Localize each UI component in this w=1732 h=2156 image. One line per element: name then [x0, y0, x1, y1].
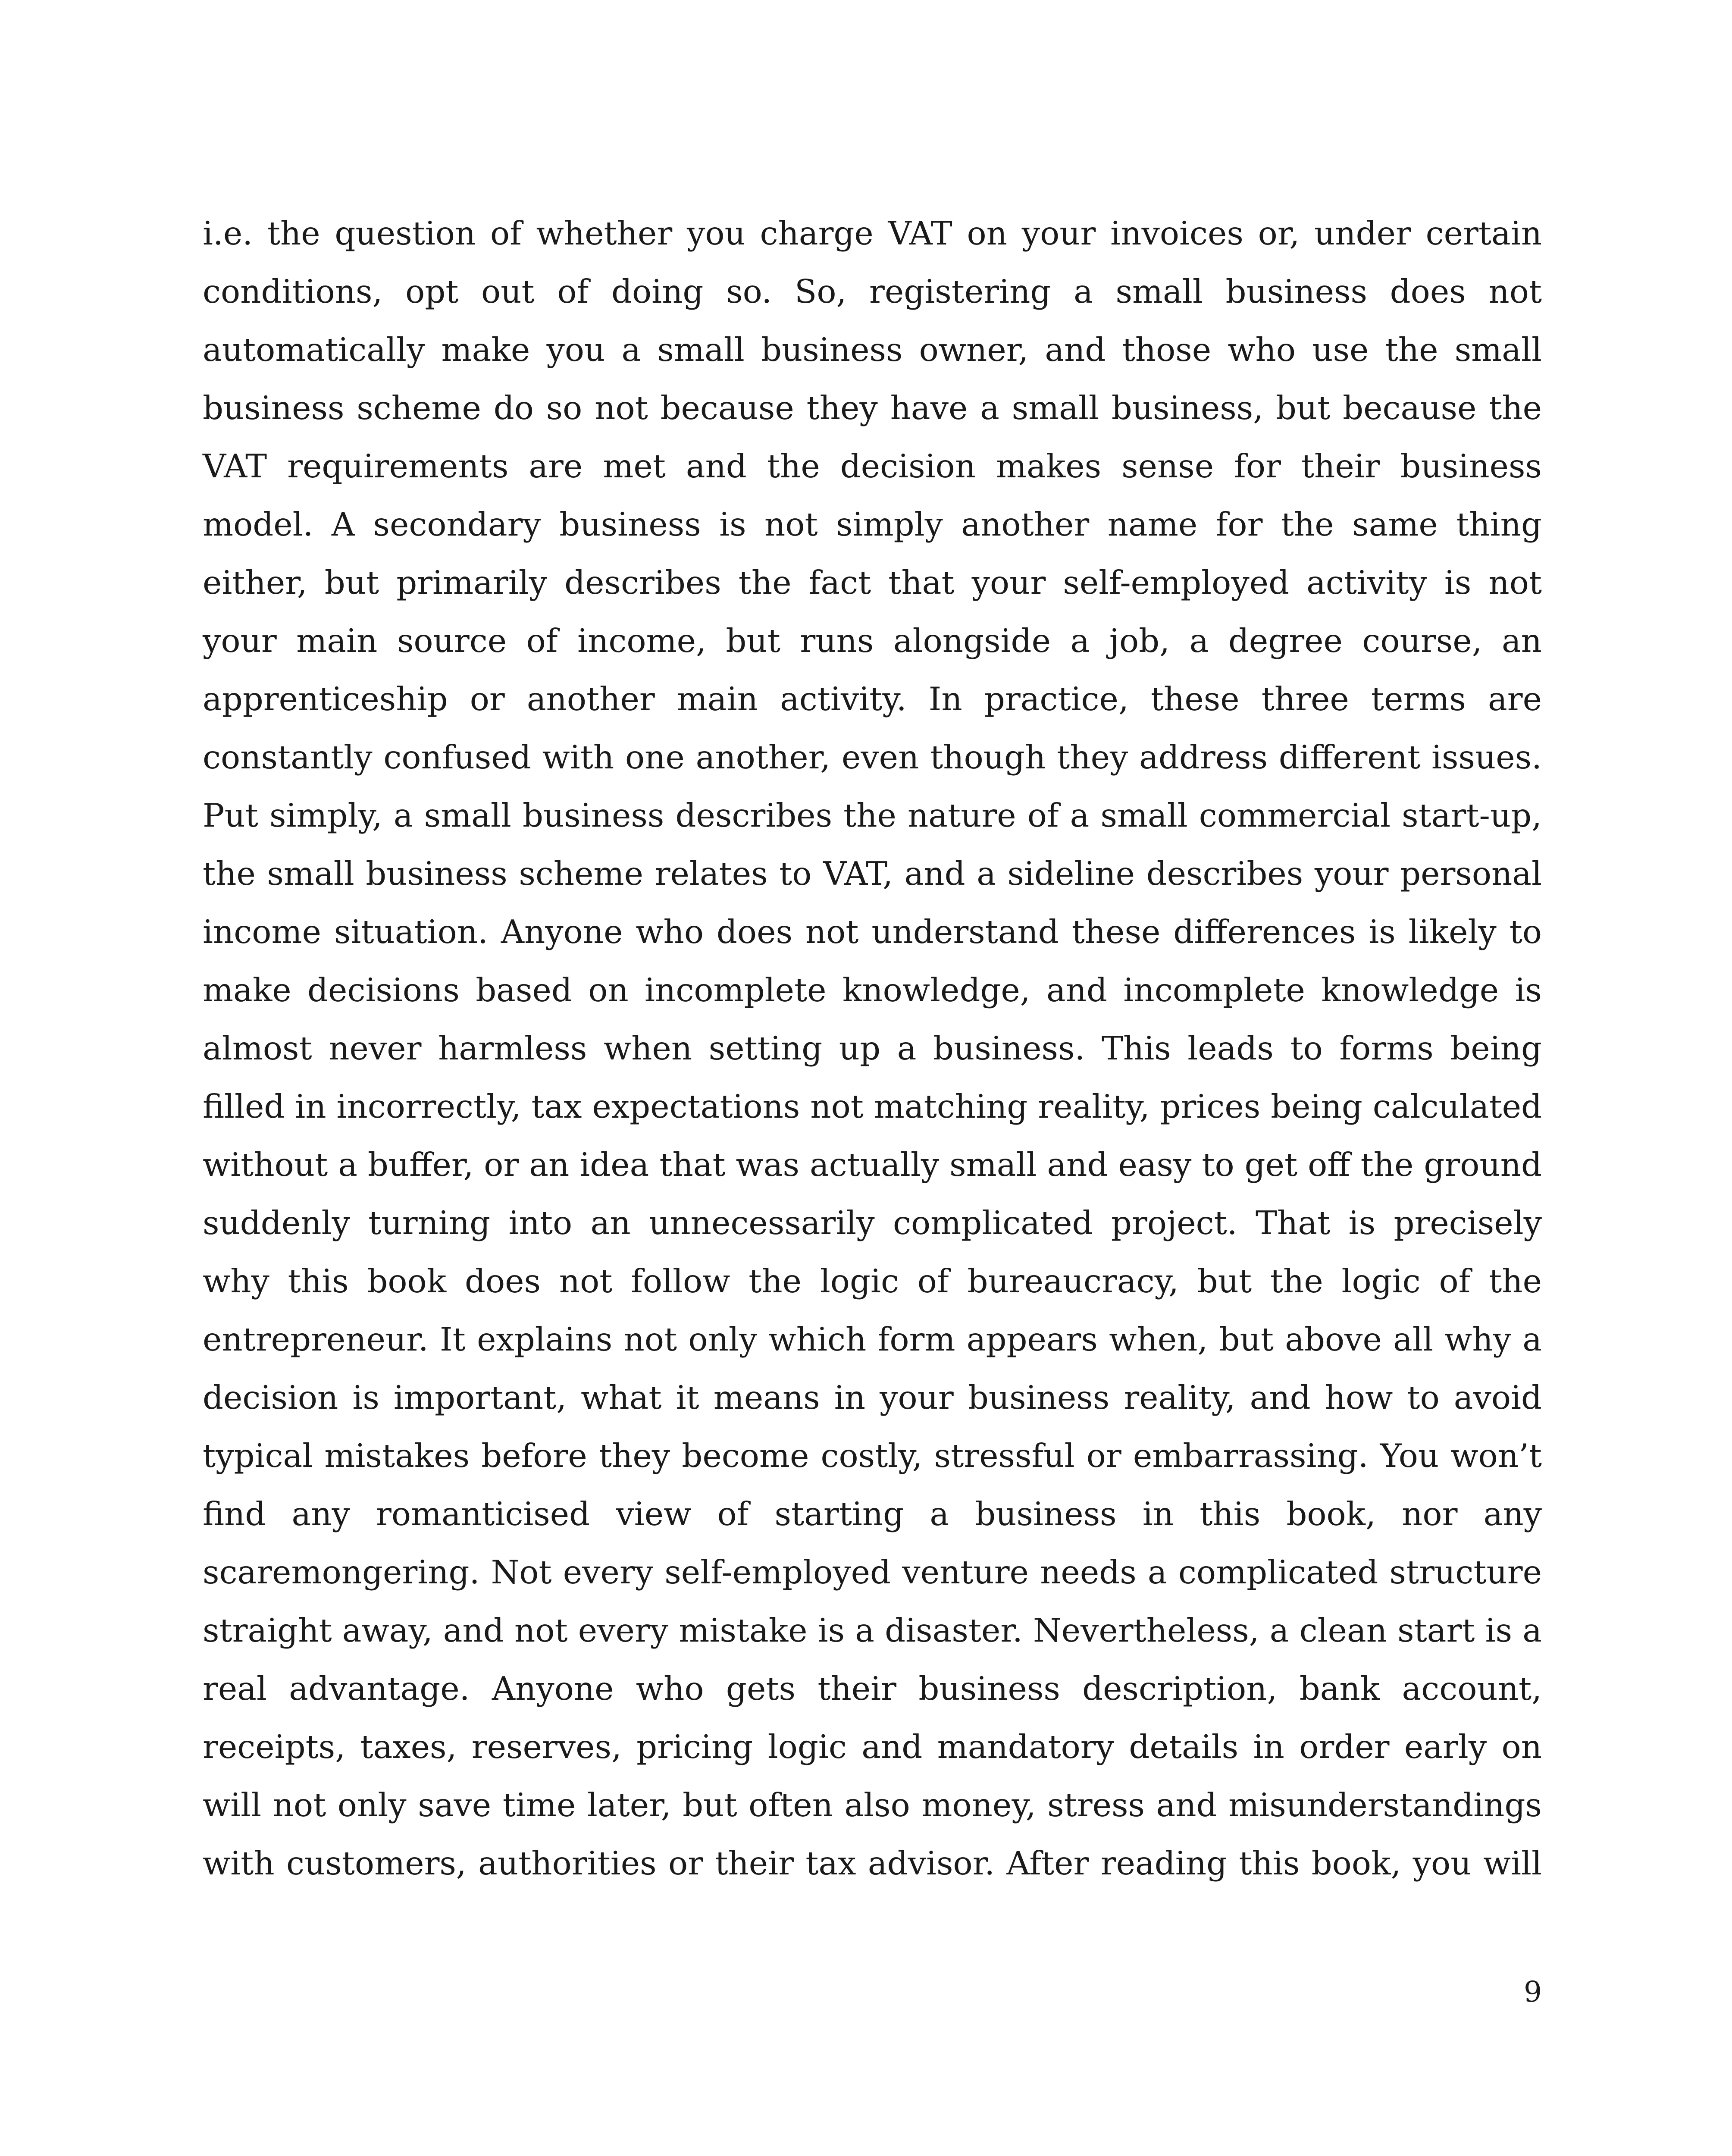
body-paragraph: i.e. the question of whether you charge VAT on your invoices or, under certain conditions, opt out of doing so. So, registering a small business does not automatically make you a small business owner, and those who use the small business scheme do so not because they have a small business, but because the VAT requirements are met and the decision makes sense for their business model. A secondary business is not simply another name for the same thing either, but primarily describes the fact that your self-employed activity is not your main source of income, but runs alongside a job, a degree course, an apprenticeship or another main activity. In practice, these three terms are constantly confused with one another, even though they address different issues. Put simply, a small business describes the nature of a small commercial start-up, the small business scheme relates to VAT, and a sideline describes your personal income situation. Anyone who does not understand these differences is likely to make decisions based on incomplete knowledge, and incomplete knowledge is almost never harmless when setting up a business. This leads to forms being filled in incorrectly, tax expectations not matching reality, prices being calculated without a buffer, or an idea that was actually small and easy to get off the ground suddenly turning into an unnecessarily complicated project. That is precisely why this book does not follow the logic of bureaucracy, but the logic of the entrepreneur. It explains not only which form appears when, but above all why a decision is important, what it means in your business reality, and how to avoid typical mistakes before they become costly, stressful or embarrassing. You won’t find any romanticised view of starting a business in this book, nor any scaremongering. Not every self-employed venture needs a complicated structure straight away, and not every mistake is a disaster. Nevertheless, a clean start is a real advantage. Anyone who gets their business description, bank account, receipts, taxes, reserves, pricing logic and mandatory details in order early on will not only save time later, but often also money, stress and misunderstandings with customers, authorities or their tax advisor. After reading this book, you will — [203, 214, 1542, 1882]
page-number: 9 — [1524, 1975, 1542, 2009]
